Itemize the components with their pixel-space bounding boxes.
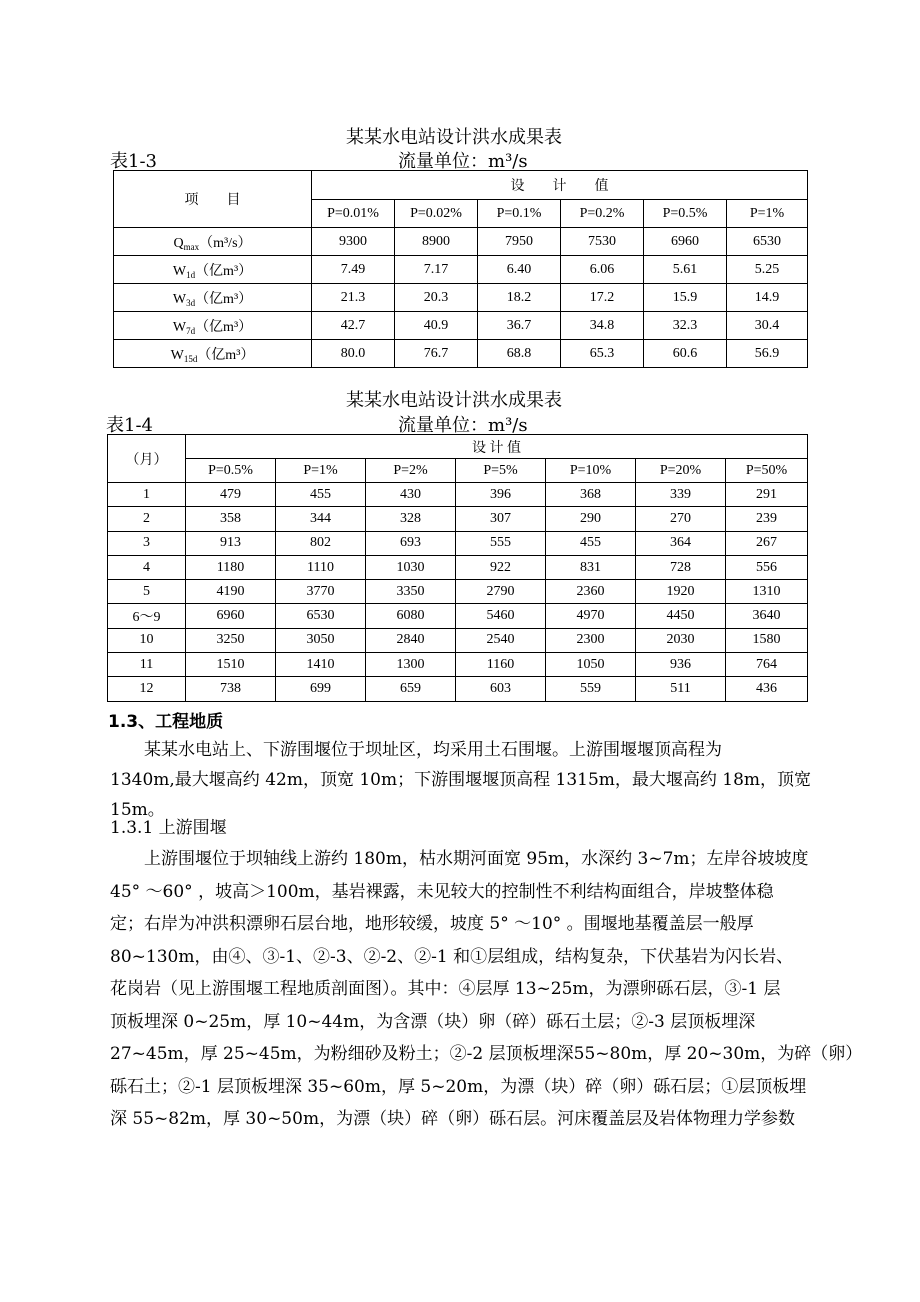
table2-cell: 511 xyxy=(636,677,726,701)
row-label-subscript: 3d xyxy=(186,297,196,308)
table1-cell: 30.4 xyxy=(727,312,808,340)
table1-cell: 40.9 xyxy=(395,312,478,340)
table2-column-header: P=20% xyxy=(636,459,726,483)
table2-cell: 3250 xyxy=(186,628,276,652)
table1-cell: 42.7 xyxy=(312,312,395,340)
table2-month: 5 xyxy=(108,580,186,604)
text-line: 定；右岸为冲洪积漂卵石层台地，地形较缓，坡度 5° ～10° 。围堰地基覆盖层一般厚 xyxy=(110,914,754,934)
table2-month: 11 xyxy=(108,653,186,677)
table1-cell: 8900 xyxy=(395,228,478,256)
table1-column-header: P=0.01% xyxy=(312,200,395,228)
table2-month: 1 xyxy=(108,483,186,507)
table2-cell: 6960 xyxy=(186,604,276,628)
text-line: 深 55~82m，厚 30~50m，为漂（块）碎（卵）砾石层。河床覆盖层及岩体物理力学参数 xyxy=(110,1109,796,1129)
table2-cell: 6530 xyxy=(276,604,366,628)
row-label-unit: （m³/s） xyxy=(199,235,252,251)
table1-cell: 6.06 xyxy=(561,256,644,284)
table1-column-header: P=1% xyxy=(727,200,808,228)
section-heading: 1.3、工程地质 xyxy=(108,712,224,732)
table2-cell: 396 xyxy=(456,483,546,507)
table2-cell: 2360 xyxy=(546,580,636,604)
table1-cell: 14.9 xyxy=(727,284,808,312)
row-label-unit: （亿m³） xyxy=(197,347,255,363)
table1-cell: 34.8 xyxy=(561,312,644,340)
table-row xyxy=(108,653,808,677)
row-label-unit: （亿m³） xyxy=(195,291,253,307)
table1-label: 表1-3 xyxy=(110,151,157,172)
text-line: 27~45m，厚 25~45m，为粉细砂及粉土；②-2 层顶板埋深55~80m，厚 20~30m，为碎（卵） xyxy=(110,1044,863,1064)
table1-cell: 6960 xyxy=(644,228,727,256)
table2-column-header: P=5% xyxy=(456,459,546,483)
row-label-base: W xyxy=(172,291,187,307)
table2-cell: 1110 xyxy=(276,555,366,579)
table-row xyxy=(108,677,808,701)
table1-header-item: 项 目 xyxy=(114,171,312,228)
table1-column-header: P=0.02% xyxy=(395,200,478,228)
table1-cell: 68.8 xyxy=(478,340,561,368)
table1-cell: 20.3 xyxy=(395,284,478,312)
table2-cell: 802 xyxy=(276,531,366,555)
table-row xyxy=(114,340,808,368)
table1-cell: 7.17 xyxy=(395,256,478,284)
table1-cell: 7950 xyxy=(478,228,561,256)
table2-month: 3 xyxy=(108,531,186,555)
table2-header-month: （月） xyxy=(108,435,186,483)
table2-cell: 738 xyxy=(186,677,276,701)
table2-cell: 455 xyxy=(546,531,636,555)
table2-cell: 555 xyxy=(456,531,546,555)
table2-cell: 556 xyxy=(726,555,808,579)
table2-month: 4 xyxy=(108,555,186,579)
table1-row-label xyxy=(114,256,312,284)
row-label-subscript: 1d xyxy=(186,269,196,280)
table2-cell: 479 xyxy=(186,483,276,507)
table-row xyxy=(114,256,808,284)
row-label-unit: （亿m³） xyxy=(195,319,253,335)
table1-cell: 5.61 xyxy=(644,256,727,284)
table1-title: 某某水电站设计洪水成果表 xyxy=(346,127,562,148)
text-line: 上游围堰位于坝轴线上游约 180m，枯水期河面宽 95m，水深约 3~7m；左岸谷坡坡度 xyxy=(110,849,809,869)
table2-cell: 1030 xyxy=(366,555,456,579)
table-row xyxy=(108,628,808,652)
row-label-subscript: 15d xyxy=(183,353,198,364)
table2-column-header: P=2% xyxy=(366,459,456,483)
table2-column-header: P=0.5% xyxy=(186,459,276,483)
subsection-heading: 1.3.1 上游围堰 xyxy=(110,818,227,838)
table2-cell: 1160 xyxy=(456,653,546,677)
table2-column-header: P=1% xyxy=(276,459,366,483)
table2-cell: 307 xyxy=(456,507,546,531)
table2-month: 10 xyxy=(108,628,186,652)
table2-cell: 291 xyxy=(726,483,808,507)
table2-cell: 2540 xyxy=(456,628,546,652)
table2-cell: 3640 xyxy=(726,604,808,628)
text-line: 某某水电站上、下游围堰位于坝址区，均采用土石围堰。上游围堰堰顶高程为 xyxy=(110,740,722,760)
table2-cell: 290 xyxy=(546,507,636,531)
table2-cell: 344 xyxy=(276,507,366,531)
table2-cell: 430 xyxy=(366,483,456,507)
row-label-base: W xyxy=(172,263,187,279)
row-label-base: W xyxy=(172,319,187,335)
table1-cell: 80.0 xyxy=(312,340,395,368)
table1-column-header: P=0.1% xyxy=(478,200,561,228)
table1-cell: 9300 xyxy=(312,228,395,256)
table1-column-header: P=0.5% xyxy=(644,200,727,228)
table1-cell: 32.3 xyxy=(644,312,727,340)
table2-cell: 913 xyxy=(186,531,276,555)
table1-cell: 15.9 xyxy=(644,284,727,312)
table1-cell: 7.49 xyxy=(312,256,395,284)
table-row xyxy=(108,507,808,531)
table2-unit: 流量单位：m³/s xyxy=(398,415,528,436)
row-label-subscript: 7d xyxy=(186,325,196,336)
text-line: 砾石土；②-1 层顶板埋深 35~60m，厚 5~20m，为漂（块）碎（卵）砾石层；①层顶板埋 xyxy=(110,1076,807,1097)
table2-month: 12 xyxy=(108,677,186,701)
table1-cell: 65.3 xyxy=(561,340,644,368)
table1-cell: 6.40 xyxy=(478,256,561,284)
table2-cell: 6080 xyxy=(366,604,456,628)
table-row xyxy=(114,284,808,312)
table2-cell: 4190 xyxy=(186,580,276,604)
table2-cell: 3050 xyxy=(276,628,366,652)
table2-cell: 1050 xyxy=(546,653,636,677)
table1-row-label xyxy=(114,340,312,368)
table-row xyxy=(108,580,808,604)
table2-cell: 936 xyxy=(636,653,726,677)
table-row xyxy=(114,228,808,256)
table-row xyxy=(108,555,808,579)
table2-cell: 2030 xyxy=(636,628,726,652)
row-label-unit: （亿m³） xyxy=(195,263,253,279)
table2-cell: 728 xyxy=(636,555,726,579)
table1-header-design: 设 计 值 xyxy=(312,171,808,200)
table1-cell: 36.7 xyxy=(478,312,561,340)
table2-cell: 239 xyxy=(726,507,808,531)
table2-cell: 364 xyxy=(636,531,726,555)
table2-cell: 1410 xyxy=(276,653,366,677)
table2-cell: 1920 xyxy=(636,580,726,604)
table1-cell: 56.9 xyxy=(727,340,808,368)
table2-cell: 922 xyxy=(456,555,546,579)
table2-label: 表1-4 xyxy=(106,415,153,436)
table1-cell: 76.7 xyxy=(395,340,478,368)
intro-paragraph xyxy=(110,735,816,825)
text-line: 45° ～60° ，坡高＞100m，基岩裸露，未见较大的控制性不利结构面组合，岸坡整体稳 xyxy=(110,881,774,902)
table1-cell: 21.3 xyxy=(312,284,395,312)
table2-cell: 3770 xyxy=(276,580,366,604)
table2-header-design: 设 计 值 xyxy=(186,435,808,459)
table2-cell: 1300 xyxy=(366,653,456,677)
table2-cell: 4970 xyxy=(546,604,636,628)
table1-column-header: P=0.2% xyxy=(561,200,644,228)
table2-column-header: P=50% xyxy=(726,459,808,483)
table-row xyxy=(114,312,808,340)
table1-cell: 7530 xyxy=(561,228,644,256)
table1-cell: 18.2 xyxy=(478,284,561,312)
table1-cell: 6530 xyxy=(727,228,808,256)
table2-cell: 4450 xyxy=(636,604,726,628)
table2-cell: 1510 xyxy=(186,653,276,677)
table2-cell: 831 xyxy=(546,555,636,579)
table1-cell: 60.6 xyxy=(644,340,727,368)
table2-cell: 693 xyxy=(366,531,456,555)
row-label-base: Q xyxy=(173,235,184,251)
table1-row-label xyxy=(114,312,312,340)
text-line: 15m。 xyxy=(110,800,165,820)
text-line: 顶板埋深 0~25m，厚 10~44m，为含漂（块）卵（碎）砾石土层；②-3 层顶板埋深 xyxy=(110,1011,756,1032)
table2-cell: 455 xyxy=(276,483,366,507)
body-paragraph xyxy=(110,843,863,1136)
table-row xyxy=(108,604,808,628)
table2-cell: 339 xyxy=(636,483,726,507)
table2-cell: 358 xyxy=(186,507,276,531)
text-line: 80~130m，由④、③-1、②-3、②-2、②-1 和①层组成，结构复杂，下伏基岩为闪长岩、 xyxy=(110,946,794,967)
table2-cell: 1580 xyxy=(726,628,808,652)
table2-monthly-flood xyxy=(107,434,808,702)
table2-cell: 2790 xyxy=(456,580,546,604)
table1-cell: 5.25 xyxy=(727,256,808,284)
table2-cell: 2300 xyxy=(546,628,636,652)
table2-cell: 699 xyxy=(276,677,366,701)
table2-cell: 1310 xyxy=(726,580,808,604)
table1-row-label xyxy=(114,228,312,256)
table2-cell: 270 xyxy=(636,507,726,531)
table2-cell: 267 xyxy=(726,531,808,555)
table2-cell: 764 xyxy=(726,653,808,677)
table2-cell: 3350 xyxy=(366,580,456,604)
table1-flood-results xyxy=(113,170,808,368)
table-row xyxy=(108,531,808,555)
table1-cell: 17.2 xyxy=(561,284,644,312)
table2-title: 某某水电站设计洪水成果表 xyxy=(346,390,562,411)
table2-month: 2 xyxy=(108,507,186,531)
table2-cell: 328 xyxy=(366,507,456,531)
table2-cell: 603 xyxy=(456,677,546,701)
text-line: 花岗岩（见上游围堰工程地质剖面图）。其中：④层厚 13~25m，为漂卵砾石层，③-1 层 xyxy=(110,979,781,999)
table2-cell: 559 xyxy=(546,677,636,701)
row-label-subscript: max xyxy=(183,241,200,252)
table2-cell: 368 xyxy=(546,483,636,507)
table2-cell: 1180 xyxy=(186,555,276,579)
text-line: 1340m,最大堰高约 42m，顶宽 10m；下游围堰堰顶高程 1315m，最大堰高约 18m，顶宽 xyxy=(110,770,812,790)
row-label-base: W xyxy=(170,347,184,363)
table2-cell: 2840 xyxy=(366,628,456,652)
table1-unit: 流量单位：m³/s xyxy=(398,151,528,172)
table2-column-header: P=10% xyxy=(546,459,636,483)
table2-cell: 659 xyxy=(366,677,456,701)
table2-cell: 436 xyxy=(726,677,808,701)
table-row xyxy=(108,483,808,507)
table2-cell: 5460 xyxy=(456,604,546,628)
table2-month: 6～9 xyxy=(108,604,186,628)
table1-row-label xyxy=(114,284,312,312)
